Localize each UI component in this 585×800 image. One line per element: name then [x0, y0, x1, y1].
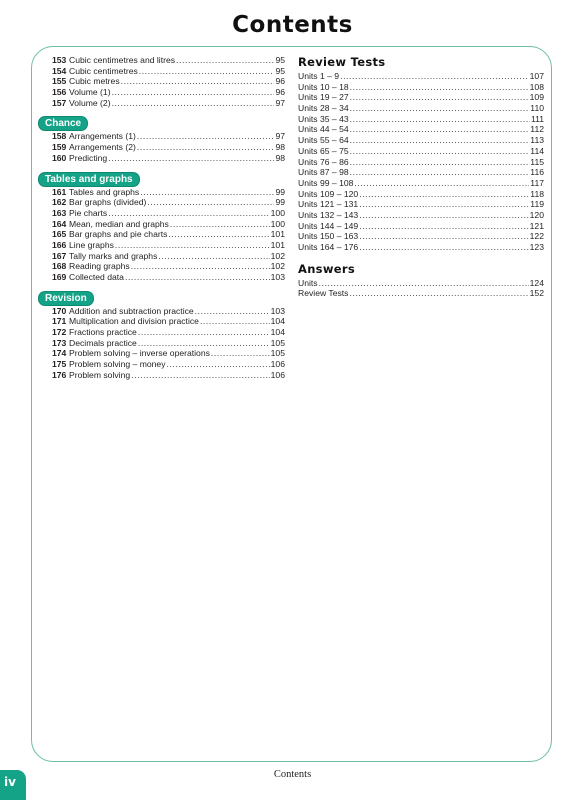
answers-heading: Answers [298, 261, 355, 276]
entry-title: Bar graphs and pie charts [69, 229, 168, 240]
dot-leader [108, 208, 269, 219]
toc-entry[interactable] [52, 208, 285, 219]
toc-entry[interactable] [52, 142, 285, 153]
section-chance [45, 116, 285, 163]
entry-page: 103 [270, 272, 285, 282]
entry-page: 105 [270, 337, 285, 348]
entry-title: Cubic metres [69, 76, 120, 87]
entry-title: Collected data [69, 272, 124, 282]
dot-leader [140, 187, 274, 198]
entry-page: 99 [275, 186, 285, 197]
entry-page: 117 [530, 177, 544, 188]
toc-entry[interactable] [52, 316, 285, 327]
entry-page: 104 [270, 316, 285, 327]
entry-title: Line graphs [69, 239, 114, 250]
section-tables-and-graphs [45, 172, 285, 283]
entry-page: 106 [270, 359, 285, 370]
dot-leader [359, 231, 528, 242]
toc-entry[interactable] [52, 98, 285, 109]
answers-entry[interactable] [298, 288, 544, 299]
entry-number: 154 [52, 65, 67, 76]
entry-page: 102 [270, 261, 285, 272]
entry-page: 115 [530, 156, 544, 167]
entry-number: 174 [52, 348, 67, 359]
toc-entry[interactable] [52, 370, 285, 381]
dot-leader [112, 87, 275, 98]
entry-number: 169 [52, 272, 67, 282]
entry-title: Units 19 – 27 [298, 92, 349, 103]
section-heading-revision: Revision [38, 291, 94, 306]
toc-entry[interactable] [52, 327, 285, 338]
dot-leader [121, 76, 275, 87]
dot-leader [131, 370, 270, 381]
entry-page: 120 [529, 209, 544, 220]
entry-page: 97 [275, 97, 285, 108]
entry-page: 95 [275, 65, 285, 76]
entry-title: Units 121 – 131 [298, 199, 359, 210]
dot-leader [350, 114, 530, 125]
dot-leader [170, 219, 270, 230]
entry-title: Multiplication and division practice [69, 316, 199, 327]
entry-title: Units 1 – 9 [298, 71, 340, 81]
toc-entry[interactable] [52, 131, 285, 142]
entry-title: Arrangements (1) [69, 131, 136, 142]
entry-page: 102 [270, 250, 285, 261]
entry-title: Arrangements (2) [69, 142, 136, 153]
review-entry[interactable] [298, 189, 544, 200]
entry-title: Reading graphs [69, 261, 130, 272]
entry-page: 124 [529, 277, 544, 288]
page-number: iv [4, 775, 16, 789]
entry-number: 164 [52, 218, 67, 229]
review-entry[interactable] [298, 210, 544, 221]
review-entry[interactable] [298, 71, 544, 82]
toc-entry[interactable] [52, 261, 285, 272]
topic-list-measurement [52, 55, 285, 108]
dot-leader [354, 178, 529, 189]
entry-page: 104 [270, 327, 285, 338]
entry-title: Bar graphs (divided) [69, 197, 147, 208]
entry-title: Cubic centimetres [69, 65, 138, 76]
entry-title: Problem solving [69, 369, 131, 380]
entry-number: 156 [52, 87, 67, 98]
dot-leader [168, 229, 269, 240]
entry-page: 95 [275, 55, 285, 65]
entry-page: 116 [530, 167, 544, 178]
entry-title: Cubic centimetres and litres [69, 55, 176, 65]
entry-title: Units 109 – 120 [298, 188, 359, 199]
entry-page: 107 [529, 71, 544, 81]
entry-title: Units 44 – 54 [298, 124, 349, 135]
entry-title: Volume (1) [69, 87, 111, 98]
review-entry[interactable] [298, 231, 544, 242]
entry-page: 119 [530, 199, 544, 210]
dot-leader [350, 146, 530, 157]
entry-page: 100 [270, 218, 285, 229]
entry-title: Predicting [69, 152, 108, 163]
review-entry[interactable] [298, 114, 544, 125]
entry-number: 176 [52, 369, 67, 380]
entry-title: Units 164 – 176 [298, 242, 359, 252]
entry-page: 99 [275, 197, 285, 208]
dot-leader [350, 103, 530, 114]
dot-leader [167, 359, 270, 370]
left-column [45, 55, 285, 381]
review-entry[interactable] [298, 92, 544, 103]
review-entry[interactable] [298, 199, 544, 210]
dot-leader [137, 142, 275, 153]
entry-number: 173 [52, 337, 67, 348]
entry-page: 109 [529, 92, 544, 103]
entry-title: Mean, median and graphs [69, 218, 169, 229]
entry-page: 114 [530, 145, 544, 156]
entry-title: Units 65 – 75 [298, 145, 349, 156]
dot-leader [359, 210, 528, 221]
entry-number: 158 [52, 131, 67, 142]
toc-entry[interactable] [52, 306, 285, 317]
toc-entry[interactable] [52, 87, 285, 98]
dot-leader [350, 82, 529, 93]
entry-page: 96 [275, 87, 285, 98]
entry-page: 100 [270, 207, 285, 218]
dot-leader [112, 98, 275, 109]
entry-title: Units 99 – 108 [298, 177, 354, 188]
dot-leader [108, 153, 274, 164]
entry-number: 160 [52, 152, 67, 163]
entry-page: 105 [270, 348, 285, 359]
dot-leader [349, 288, 528, 299]
toc-entry[interactable] [52, 240, 285, 251]
toc-entry[interactable] [52, 229, 285, 240]
dot-leader [359, 221, 528, 232]
dot-leader [200, 316, 270, 327]
dot-leader [115, 240, 270, 251]
entry-page: 98 [275, 142, 285, 153]
toc-entry[interactable] [52, 272, 285, 283]
entry-title: Units 76 – 86 [298, 156, 349, 167]
entry-page: 112 [530, 124, 544, 135]
entry-title: Units 132 – 143 [298, 209, 359, 220]
toc-entry[interactable] [52, 197, 285, 208]
entry-title: Units 35 – 43 [298, 113, 349, 124]
entry-title: Review Tests [298, 288, 349, 299]
review-entry[interactable] [298, 82, 544, 93]
entry-page: 122 [529, 231, 544, 242]
answers-entry[interactable] [298, 278, 544, 289]
dot-leader [176, 55, 274, 66]
section-heading-tables-and-graphs: Tables and graphs [38, 172, 140, 187]
entry-number: 165 [52, 229, 67, 240]
review-entry[interactable] [298, 146, 544, 157]
dot-leader [139, 66, 275, 77]
entry-number: 162 [52, 197, 67, 208]
dot-leader [211, 348, 270, 359]
entry-title: Problem solving – money [69, 359, 166, 370]
entry-title: Tables and graphs [69, 186, 140, 197]
dot-leader [350, 157, 530, 168]
review-entry[interactable] [298, 242, 544, 253]
entry-title: Tally marks and graphs [69, 250, 158, 261]
toc-entry[interactable] [52, 76, 285, 87]
entry-title: Problem solving – inverse operations [69, 348, 210, 359]
dot-leader [350, 167, 530, 178]
dot-leader [350, 92, 529, 103]
entry-title: Units 28 – 34 [298, 103, 349, 114]
entry-page: 110 [530, 103, 544, 114]
dot-leader [138, 327, 270, 338]
entry-title: Decimals practice [69, 337, 137, 348]
dot-leader [340, 71, 529, 82]
entry-number: 167 [52, 250, 67, 261]
entry-page: 103 [270, 305, 285, 316]
entry-page: 106 [270, 369, 285, 380]
section-heading-chance: Chance [38, 116, 88, 131]
entry-title: Units 87 – 98 [298, 167, 349, 178]
entry-page: 111 [530, 113, 544, 124]
section-revision [45, 291, 285, 381]
toc-entry[interactable] [52, 338, 285, 349]
entry-number: 161 [52, 186, 67, 197]
dot-leader [138, 338, 270, 349]
toc-entry[interactable] [52, 359, 285, 370]
entry-page: 98 [275, 152, 285, 163]
entry-number: 171 [52, 316, 67, 327]
review-entry[interactable] [298, 167, 544, 178]
entry-number: 159 [52, 142, 67, 153]
dot-leader [359, 189, 529, 200]
entry-number: 163 [52, 207, 67, 218]
toc-entry[interactable] [52, 348, 285, 359]
dot-leader [350, 135, 530, 146]
review-entry[interactable] [298, 221, 544, 232]
entry-title: Addition and subtraction practice [69, 305, 194, 316]
right-column [298, 54, 544, 299]
entry-page: 108 [529, 81, 544, 92]
entry-title: Fractions practice [69, 327, 137, 338]
page-title: Contents [232, 12, 353, 38]
entry-title: Volume (2) [69, 97, 111, 108]
entry-page: 97 [275, 131, 285, 142]
entry-page: 121 [529, 220, 544, 231]
entry-number: 166 [52, 239, 67, 250]
entry-title: Units 10 – 18 [298, 81, 349, 92]
dot-leader [195, 306, 270, 317]
review-entry[interactable] [298, 124, 544, 135]
footer-label: Contents [273, 769, 312, 780]
dot-leader [125, 272, 270, 283]
review-tests-heading: Review Tests [298, 55, 386, 69]
entry-number: 175 [52, 359, 67, 370]
toc-entry[interactable] [52, 66, 285, 77]
toc-entry[interactable] [52, 251, 285, 262]
toc-entry[interactable] [52, 153, 285, 164]
toc-entry[interactable] [52, 55, 285, 66]
entry-number: 155 [52, 76, 67, 87]
dot-leader [137, 131, 275, 142]
entry-page: 123 [529, 242, 544, 252]
review-entry[interactable] [298, 135, 544, 146]
dot-leader [131, 261, 270, 272]
entry-page: 101 [270, 239, 285, 250]
entry-number: 157 [52, 97, 67, 108]
entry-page: 113 [530, 135, 544, 146]
entry-title: Pie charts [69, 207, 108, 218]
entry-page: 152 [529, 288, 544, 299]
entry-title: Units 144 – 149 [298, 220, 359, 231]
dot-leader [319, 278, 529, 289]
entry-title: Units 150 – 163 [298, 231, 359, 242]
entry-title: Units 55 – 64 [298, 135, 349, 146]
entry-number: 168 [52, 261, 67, 272]
toc-entry[interactable] [52, 219, 285, 230]
entry-page: 101 [270, 229, 285, 240]
review-entry[interactable] [298, 157, 544, 168]
entry-page: 96 [275, 76, 285, 87]
toc-entry[interactable] [52, 187, 285, 198]
dot-leader [359, 199, 529, 210]
dot-leader [147, 197, 274, 208]
dot-leader [350, 124, 530, 135]
dot-leader [158, 251, 269, 262]
entry-page: 118 [530, 188, 544, 199]
entry-number: 170 [52, 305, 67, 316]
entry-title: Units [298, 277, 318, 288]
dot-leader [359, 242, 528, 253]
entry-number: 153 [52, 55, 67, 65]
review-entry[interactable] [298, 178, 544, 189]
review-entry[interactable] [298, 103, 544, 114]
entry-number: 172 [52, 327, 67, 338]
